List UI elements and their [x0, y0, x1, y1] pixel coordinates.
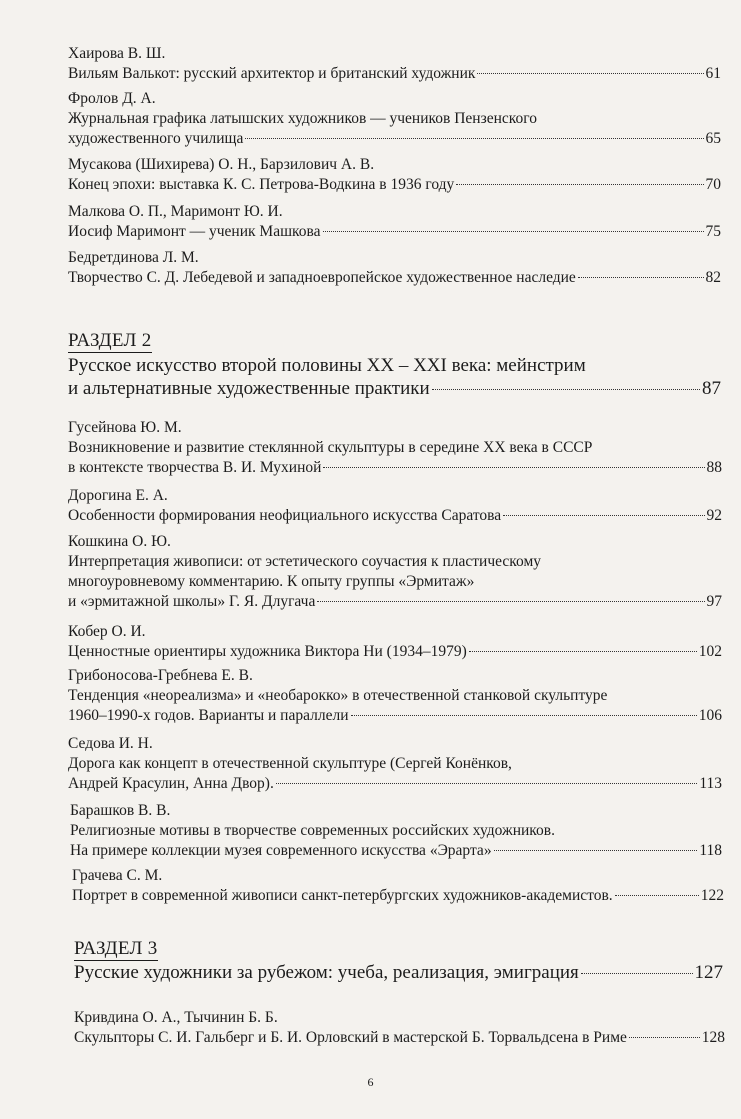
entry-title-line: Интерпретация живописи: от эстетического соучастия к пластическому	[68, 553, 542, 570]
entry-title: Скульпторы С. И. Гальберг и Б. И. Орловский в мастерской Б. Торвальдсена в Риме	[74, 1029, 627, 1046]
entry-author: Дорогина Е. А.	[68, 487, 168, 504]
section-page-number: 127	[694, 962, 723, 983]
toc-entry	[0, 532, 741, 612]
entry-title-line	[0, 129, 741, 149]
entry-title-line	[0, 175, 741, 195]
dot-leader	[276, 783, 697, 784]
entry-title: Иосиф Маримонт — ученик Машкова	[68, 223, 321, 240]
entry-title-line	[0, 706, 741, 726]
toc-entry	[0, 248, 741, 288]
toc-entry	[0, 155, 741, 195]
entry-title: Особенности формирования неофициального искусства Саратова	[68, 507, 502, 524]
section-title-line	[68, 377, 721, 400]
section-heading	[68, 330, 152, 352]
section-title-line: Русское искусство второй половины XX – XXI века: мейнстрим	[68, 355, 586, 376]
entry-author: Хаирова В. Ш.	[68, 45, 166, 62]
entry-title-line: Дорога как концепт в отечественной скульптуре (Сергей Конёнков,	[68, 755, 512, 772]
entry-title-line	[0, 64, 741, 84]
section-title-line	[74, 961, 723, 984]
section-title	[68, 354, 721, 400]
entry-title-line: Возникновение и развитие стеклянной скульптуры в середине XX века в СССР	[68, 439, 593, 456]
dot-leader	[503, 515, 704, 516]
page-number: 6	[367, 1075, 374, 1089]
toc-entry	[0, 89, 741, 149]
entry-page-number: 92	[706, 507, 722, 524]
dot-leader	[456, 184, 703, 185]
toc-entry	[0, 622, 741, 662]
section-title	[74, 961, 723, 984]
entry-page-number: 70	[705, 176, 721, 193]
section-heading	[74, 938, 158, 960]
entry-title-line	[0, 841, 741, 861]
entry-title: Ценностные ориентиры художника Виктора Ни (1934–1979)	[68, 643, 467, 660]
entry-title-line: Религиозные мотивы в творчестве современных российских художников.	[70, 822, 555, 839]
entry-title-line	[0, 268, 741, 288]
entry-title-line: многоуровневому комментарию. К опыту группы «Эрмитаж»	[68, 573, 475, 590]
entry-title-line	[0, 222, 741, 242]
entry-page-number: 97	[706, 593, 722, 610]
dot-leader	[469, 651, 697, 652]
dot-leader	[432, 389, 700, 390]
section-heading-text: РАЗДЕЛ 3	[74, 938, 158, 959]
entry-page-number: 88	[706, 459, 722, 476]
entry-page-number: 128	[701, 1029, 725, 1046]
entry-page-number: 106	[698, 707, 722, 724]
entry-title-line: Журнальная графика латышских художников — учеников Пензенского	[68, 110, 537, 127]
dot-leader	[477, 73, 703, 74]
entry-author: Кривдина О. А., Тычинин Б. Б.	[74, 1009, 278, 1026]
entry-page-number: 122	[700, 887, 724, 904]
toc-entry	[0, 418, 741, 478]
dot-leader	[494, 850, 698, 851]
entry-title-line	[0, 458, 741, 478]
section-page-number: 87	[702, 378, 721, 399]
toc-entry	[0, 1008, 741, 1048]
entry-author: Барашков В. В.	[70, 802, 171, 819]
dot-leader	[629, 1037, 700, 1038]
entry-author: Фролов Д. А.	[68, 90, 156, 107]
entry-title: в контексте творчества В. И. Мухиной	[68, 459, 322, 476]
entry-title: Творчество С. Д. Лебедевой и западноевропейское художественное наследие	[68, 269, 576, 286]
entry-title: Портрет в современной живописи санкт-петербургских художников-академистов.	[72, 887, 613, 904]
entry-author: Бедретдинова Л. М.	[68, 249, 199, 266]
section-heading-text: РАЗДЕЛ 2	[68, 330, 152, 351]
toc-entry	[0, 801, 741, 861]
entry-title: Вильям Валькот: русский архитектор и британский художник	[68, 65, 476, 82]
toc-entry	[0, 866, 741, 906]
entry-title-line	[0, 1028, 741, 1048]
toc-entry	[0, 734, 741, 794]
entry-author: Гусейнова Ю. М.	[68, 419, 182, 436]
entry-page-number: 61	[705, 65, 721, 82]
entry-author: Мусакова (Шихирева) О. Н., Барзилович А. В.	[68, 156, 375, 173]
entry-title-line	[0, 886, 741, 906]
dot-leader	[323, 467, 704, 468]
dot-leader	[578, 277, 704, 278]
entry-title-line: Тенденция «неореализма» и «необарокко» в отечественной станковой скульптуре	[68, 687, 608, 704]
entry-page-number: 118	[699, 842, 722, 859]
dot-leader	[581, 973, 693, 974]
dot-leader	[323, 231, 704, 232]
dot-leader	[245, 138, 703, 139]
entry-page-number: 82	[705, 269, 721, 286]
entry-author: Кобер О. И.	[68, 623, 146, 640]
section-title-text: и альтернативные художественные практики	[68, 378, 430, 399]
entry-title: Андрей Красулин, Анна Двор).	[68, 775, 274, 792]
dot-leader	[317, 601, 704, 602]
entry-author: Седова И. Н.	[68, 735, 153, 752]
section-title-text: Русские художники за рубежом: учеба, реализация, эмиграция	[74, 962, 579, 983]
toc-entry	[0, 44, 741, 84]
entry-author: Малкова О. П., Маримонт Ю. И.	[68, 203, 283, 220]
entry-title-line	[0, 506, 741, 526]
entry-author: Грачева С. М.	[72, 867, 163, 884]
entry-page-number: 113	[699, 775, 722, 792]
toc-entry	[0, 666, 741, 726]
entry-page-number: 102	[698, 643, 722, 660]
entry-title-line	[0, 642, 741, 662]
dot-leader	[351, 715, 697, 716]
entry-author: Грибоносова-Гребнева Е. В.	[68, 667, 253, 684]
entry-page-number: 75	[705, 223, 721, 240]
entry-title: На примере коллекции музея современного искусства «Эрарта»	[70, 842, 492, 859]
entry-page-number: 65	[705, 130, 721, 147]
entry-title: 1960–1990-х годов. Варианты и параллели	[68, 707, 349, 724]
entry-title-line	[0, 774, 741, 794]
entry-title: художественного училища	[68, 130, 244, 147]
entry-author: Кошкина О. Ю.	[68, 533, 171, 550]
toc-entry	[0, 486, 741, 526]
dot-leader	[615, 895, 699, 896]
entry-title: Конец эпохи: выставка К. С. Петрова-Водкина в 1936 году	[68, 176, 455, 193]
entry-title: и «эрмитажной школы» Г. Я. Длугача	[68, 593, 316, 610]
entry-title-line	[0, 592, 741, 612]
toc-entry	[0, 202, 741, 242]
